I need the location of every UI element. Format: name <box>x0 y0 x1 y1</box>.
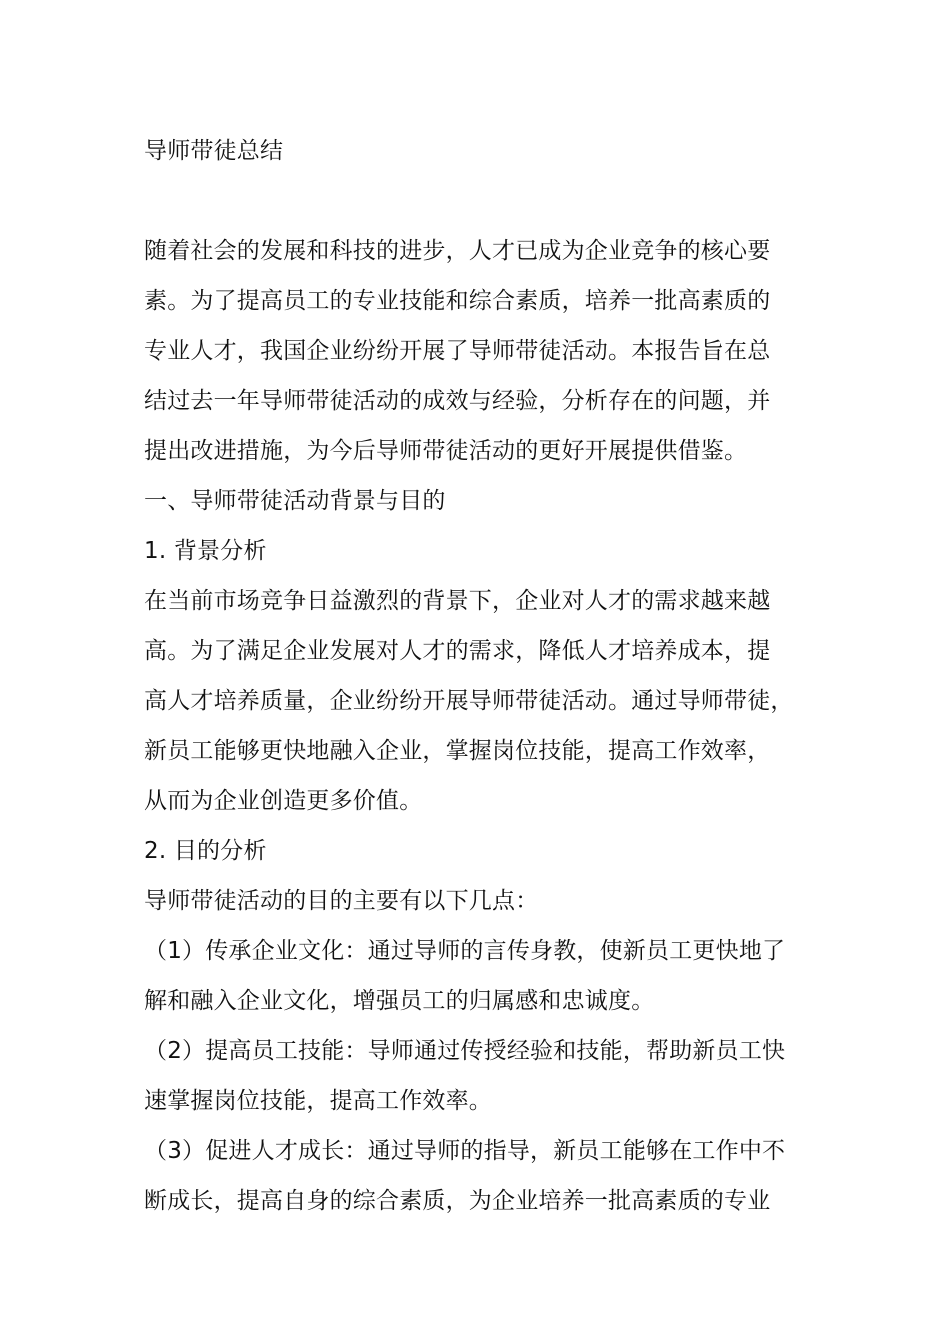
list-item: （3）促进人才成长：通过导师的指导，新员工能够在工作中不 <box>144 1138 786 1164</box>
list-item: （1）传承企业文化：通过导师的言传身教，使新员工更快地了 <box>144 938 786 964</box>
subsection-heading: 1. 背景分析 <box>144 538 267 564</box>
text-line: 素。为了提高员工的专业技能和综合素质，培养一批高素质的 <box>144 288 771 314</box>
text-line: 从而为企业创造更多价值。 <box>144 788 423 814</box>
text-line: 提出改进措施，为今后导师带徒活动的更好开展提供借鉴。 <box>144 438 748 464</box>
text-line: 结过去一年导师带徒活动的成效与经验，分析存在的问题，并 <box>144 388 771 414</box>
text-line: 随着社会的发展和科技的进步，人才已成为企业竞争的核心要 <box>144 238 771 264</box>
section-heading: 一、导师带徒活动背景与目的 <box>144 488 446 514</box>
text-line: 专业人才，我国企业纷纷开展了导师带徒活动。本报告旨在总 <box>144 338 771 364</box>
document-title: 导师带徒总结 <box>144 138 284 164</box>
text-line: 导师带徒活动的目的主要有以下几点： <box>144 888 539 914</box>
subsection-heading: 2. 目的分析 <box>144 838 267 864</box>
text-line: 高。为了满足企业发展对人才的需求，降低人才培养成本，提 <box>144 638 771 664</box>
list-item: （2）提高员工技能：导师通过传授经验和技能，帮助新员工快 <box>144 1038 786 1064</box>
text-line: 速掌握岗位技能，提高工作效率。 <box>144 1088 492 1114</box>
text-line: 高人才培养质量，企业纷纷开展导师带徒活动。通过导师带徒， <box>144 688 794 714</box>
text-line: 在当前市场竞争日益激烈的背景下，企业对人才的需求越来越 <box>144 588 771 614</box>
text-line: 解和融入企业文化，增强员工的归属感和忠诚度。 <box>144 988 655 1014</box>
text-line: 断成长，提高自身的综合素质，为企业培养一批高素质的专业 <box>144 1188 771 1214</box>
text-line: 新员工能够更快地融入企业，掌握岗位技能，提高工作效率， <box>144 738 771 764</box>
